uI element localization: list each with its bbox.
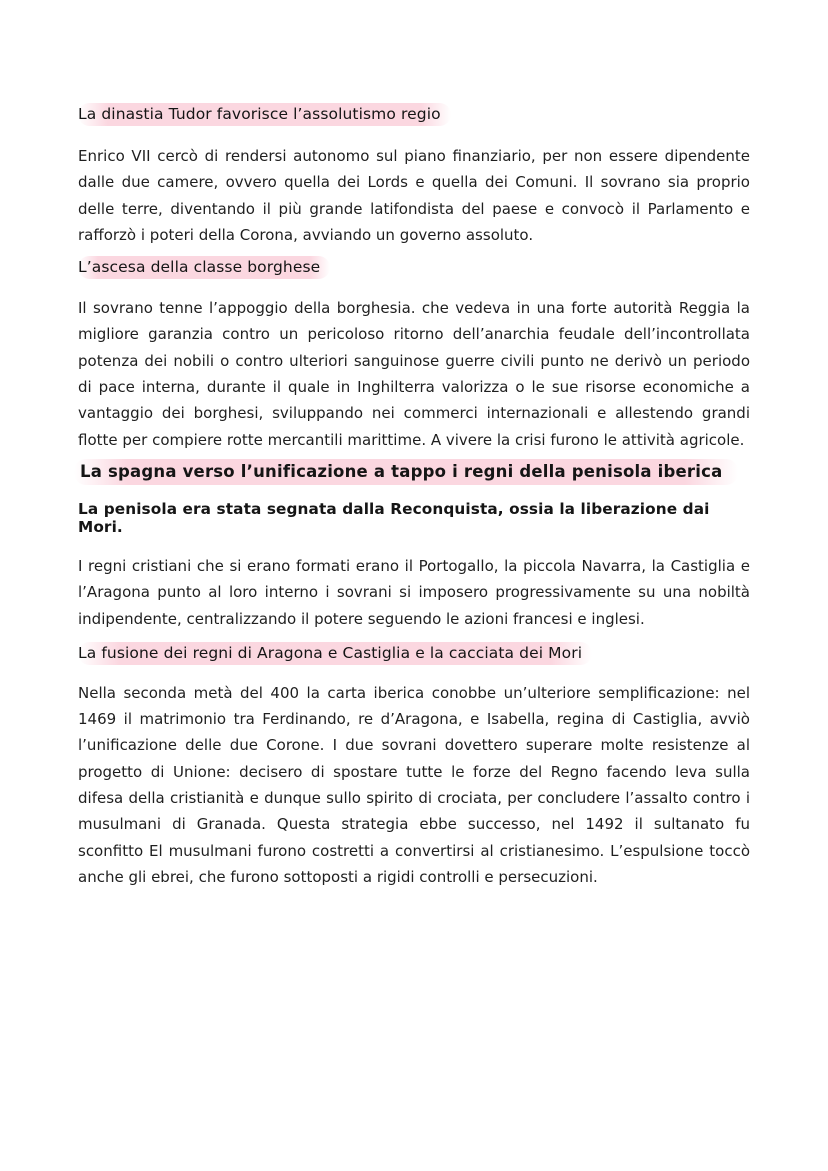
paragraph-reconquista: I regni cristiani che si erano formati erano il Portogallo, la piccola Navarra, la Castiglia e l’Aragona punto al loro interno i sovrani si imposero progressivamente su una nobiltà indipendente, centralizzando il potere seguendo le azioni francesi e inglesi. <box>78 556 750 628</box>
section-tudor <box>78 100 750 248</box>
paragraph-fusione: Nella seconda metà del 400 la carta iberica conobbe un’ulteriore semplificazione: nel 1469 il matrimonio tra Ferdinando, re d’Aragona, e Isabella, regina di Castiglia, avviò l’unificazione delle due Corone. I due sovrani dovettero superare molte resistenze al progetto di Unione: decisero di spostare tutte le forze del Regno facendo leva sulla difesa della cristianità e dunque sullo spirito di crociata, per concludere l’assalto contro i musulmani di Granada. Questa strategia ebbe successo, nel 1492 il sultanato fu sconfitto El musulmani furono costretti a convertirsi al cristianesimo. L’espulsione toccò anche gli ebrei, che furono sottoposti a rigidi controlli e persecuzioni. <box>78 683 750 886</box>
heading-borghese: L’ascesa della classe borghese <box>78 256 330 279</box>
heading-spagna: La spagna verso l’unificazione a tappo i regni della penisola iberica <box>74 459 738 485</box>
section-reconquista <box>78 485 750 632</box>
paragraph-tudor: Enrico VII cercò di rendersi autonomo sul piano finanziario, per non essere dipendente dalle due camere, ovvero quella dei Lords e quella dei Comuni. Il sovrano sia proprio delle terre, diventando il più grande latifondista del paese e convocò il Parlamento e rafforzò i poteri della Corona, avviando un governo assoluto. <box>78 147 750 244</box>
section-fusione <box>78 632 750 890</box>
heading-reconquista: La penisola era stata segnata dalla Reconquista, ossia la liberazione dai Mori. <box>78 499 710 536</box>
section-spagna <box>78 453 750 485</box>
section-borghese <box>78 248 750 453</box>
document-page <box>78 100 750 890</box>
heading-fusione: La fusione dei regni di Aragona e Castiglia e la cacciata dei Mori <box>78 642 592 665</box>
heading-tudor: La dinastia Tudor favorisce l’assolutismo regio <box>78 103 451 126</box>
paragraph-borghese: Il sovrano tenne l’appoggio della borghesia. che vedeva in una forte autorità Reggia la migliore garanzia contro un pericoloso ritorno dell’anarchia feudale dell’incontrollata potenza dei nobili o contro ulteriori sanguinose guerre civili punto ne derivò un periodo di pace interna, durante il quale in Inghilterra valorizza o le sue risorse economiche a vantaggio dei borghesi, sviluppando nei commerci internazionali e allestendo grandi flotte per compiere rotte mercantili marittime. A vivere la crisi furono le attività agricole. <box>78 299 750 449</box>
